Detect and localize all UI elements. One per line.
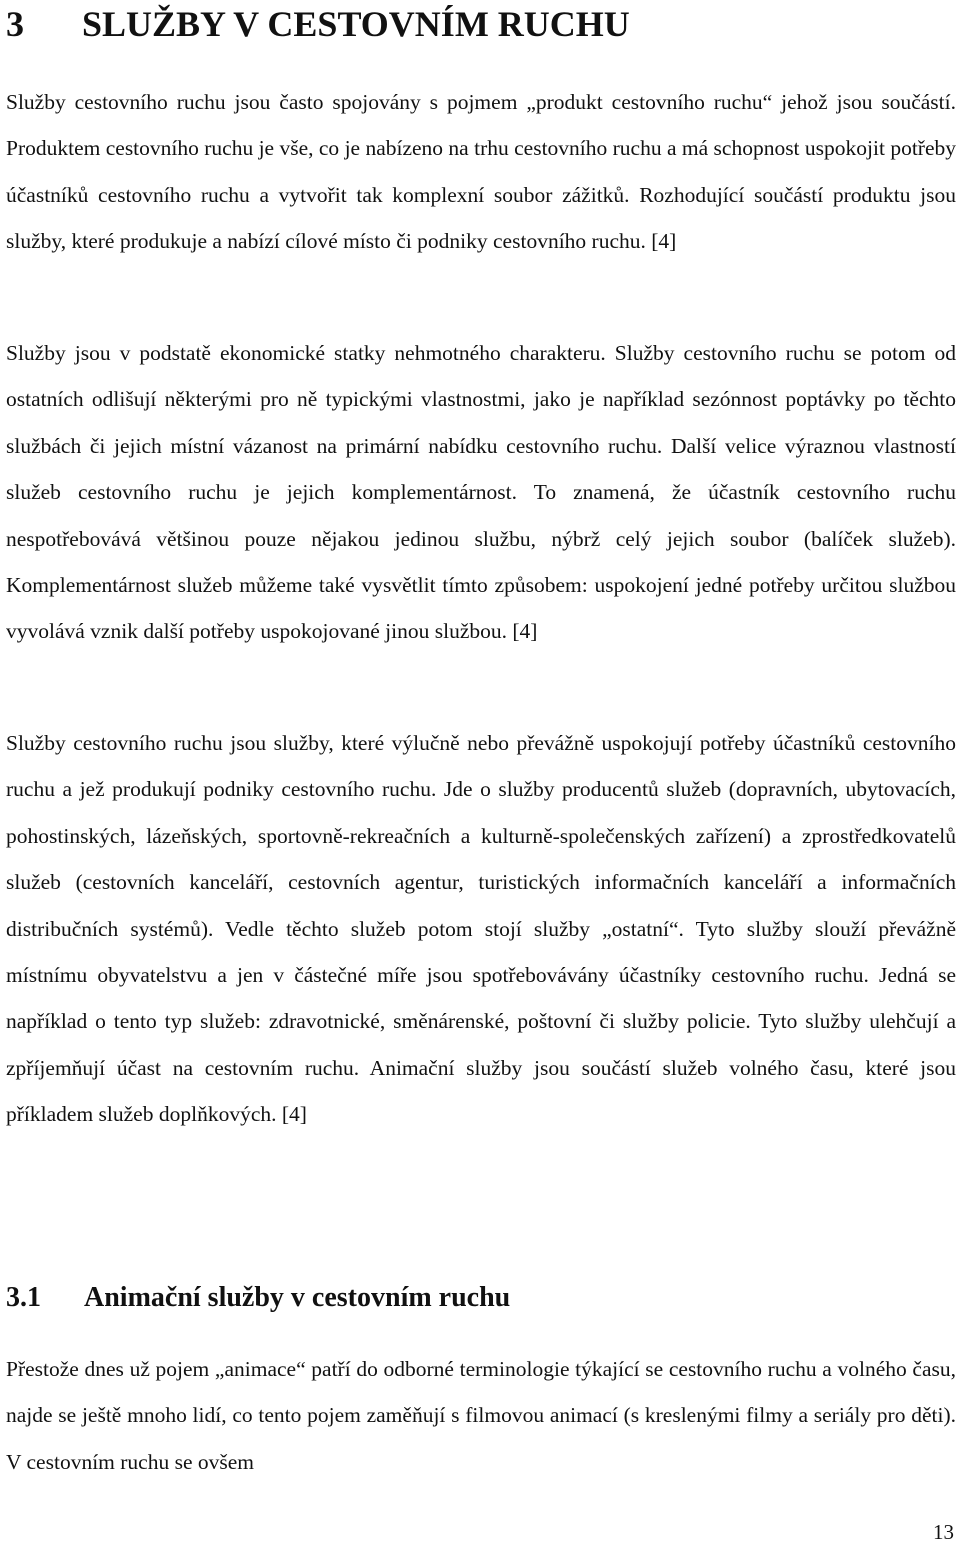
chapter-number: 3: [6, 4, 24, 44]
paragraph: Služby cestovního ruchu jsou služby, které výlučně nebo převážně uspokojují potřeby účastníků cestovního ruchu a jež produkují podniky cestovního ruchu. Jde o služby producentů služeb (dopravních, ubytovacích, pohostinských, lázeňských, sportovně-rekreačních a kulturně-společenských zařízení) a zprostředkovatelů služeb (cestovních kanceláří, cestovních agentur, turistických informačních kanceláří a informačních distribučních systémů). Vedle těchto služeb potom stojí služby „ostatní“. Tyto služby slouží převážně místnímu obyvatelstvu a jen v částečné míře jsou spotřebovávány účastníky cestovního ruchu. Jedná se například o tento typ služeb: zdravotnické, směnárenské, poštovní či služby policie. Tyto služby ulehčují a zpříjemňují účast na cestovním ruchu. Animační služby jsou součástí služeb volného času, které jsou příkladem služeb doplňkových. [4]: [6, 731, 956, 1127]
chapter-heading: [6, 4, 630, 44]
section-number: 3.1: [6, 1282, 41, 1313]
paragraph: Služby jsou v podstatě ekonomické statky nehmotného charakteru. Služby cestovního ruchu se potom od ostatních odlišují některými pro ně typickými vlastnostmi, jako je například sezónnost poptávky po těchto službách či jejich místní vázanost na primární nabídku cestovního ruchu. Další velice výraznou vlastností služeb cestovního ruchu je jejich komplementárnost. To znamená, že účastník cestovního ruchu nespotřebovává většinou pouze nějakou jedinou službu, nýbrž celý jejich soubor (balíček služeb). Komplementárnost služeb můžeme také vysvětlit tímto způsobem: uspokojení jedné potřeby určitou službou vyvolává vznik další potřeby uspokojované jinou službou. [4]: [6, 341, 956, 644]
paragraph: Služby cestovního ruchu jsou často spojovány s pojmem „produkt cestovního ruchu“ jehož jsou součástí. Produktem cestovního ruchu je vše, co je nabízeno na trhu cestovního ruchu a má schopnost uspokojit potřeby účastníků cestovního ruchu a vytvořit tak komplexní soubor zážitků. Rozhodující součástí produktu jsou služby, které produkuje a nabízí cílové místo či podniky cestovního ruchu. [4]: [6, 90, 956, 254]
page-number: 13: [933, 1520, 954, 1544]
section-heading: [6, 1278, 510, 1318]
chapter-title: SLUŽBY V CESTOVNÍM RUCHU: [82, 4, 630, 44]
section-title: Animační služby v cestovním ruchu: [84, 1282, 511, 1313]
paragraph: Přestože dnes už pojem „animace“ patří do odborné terminologie týkající se cestovního ruchu a volného času, najde se ještě mnoho lidí, co tento pojem zaměňují s filmovou animací (s kreslenými filmy a seriály pro děti). V cestovním ruchu se ovšem: [6, 1357, 956, 1474]
